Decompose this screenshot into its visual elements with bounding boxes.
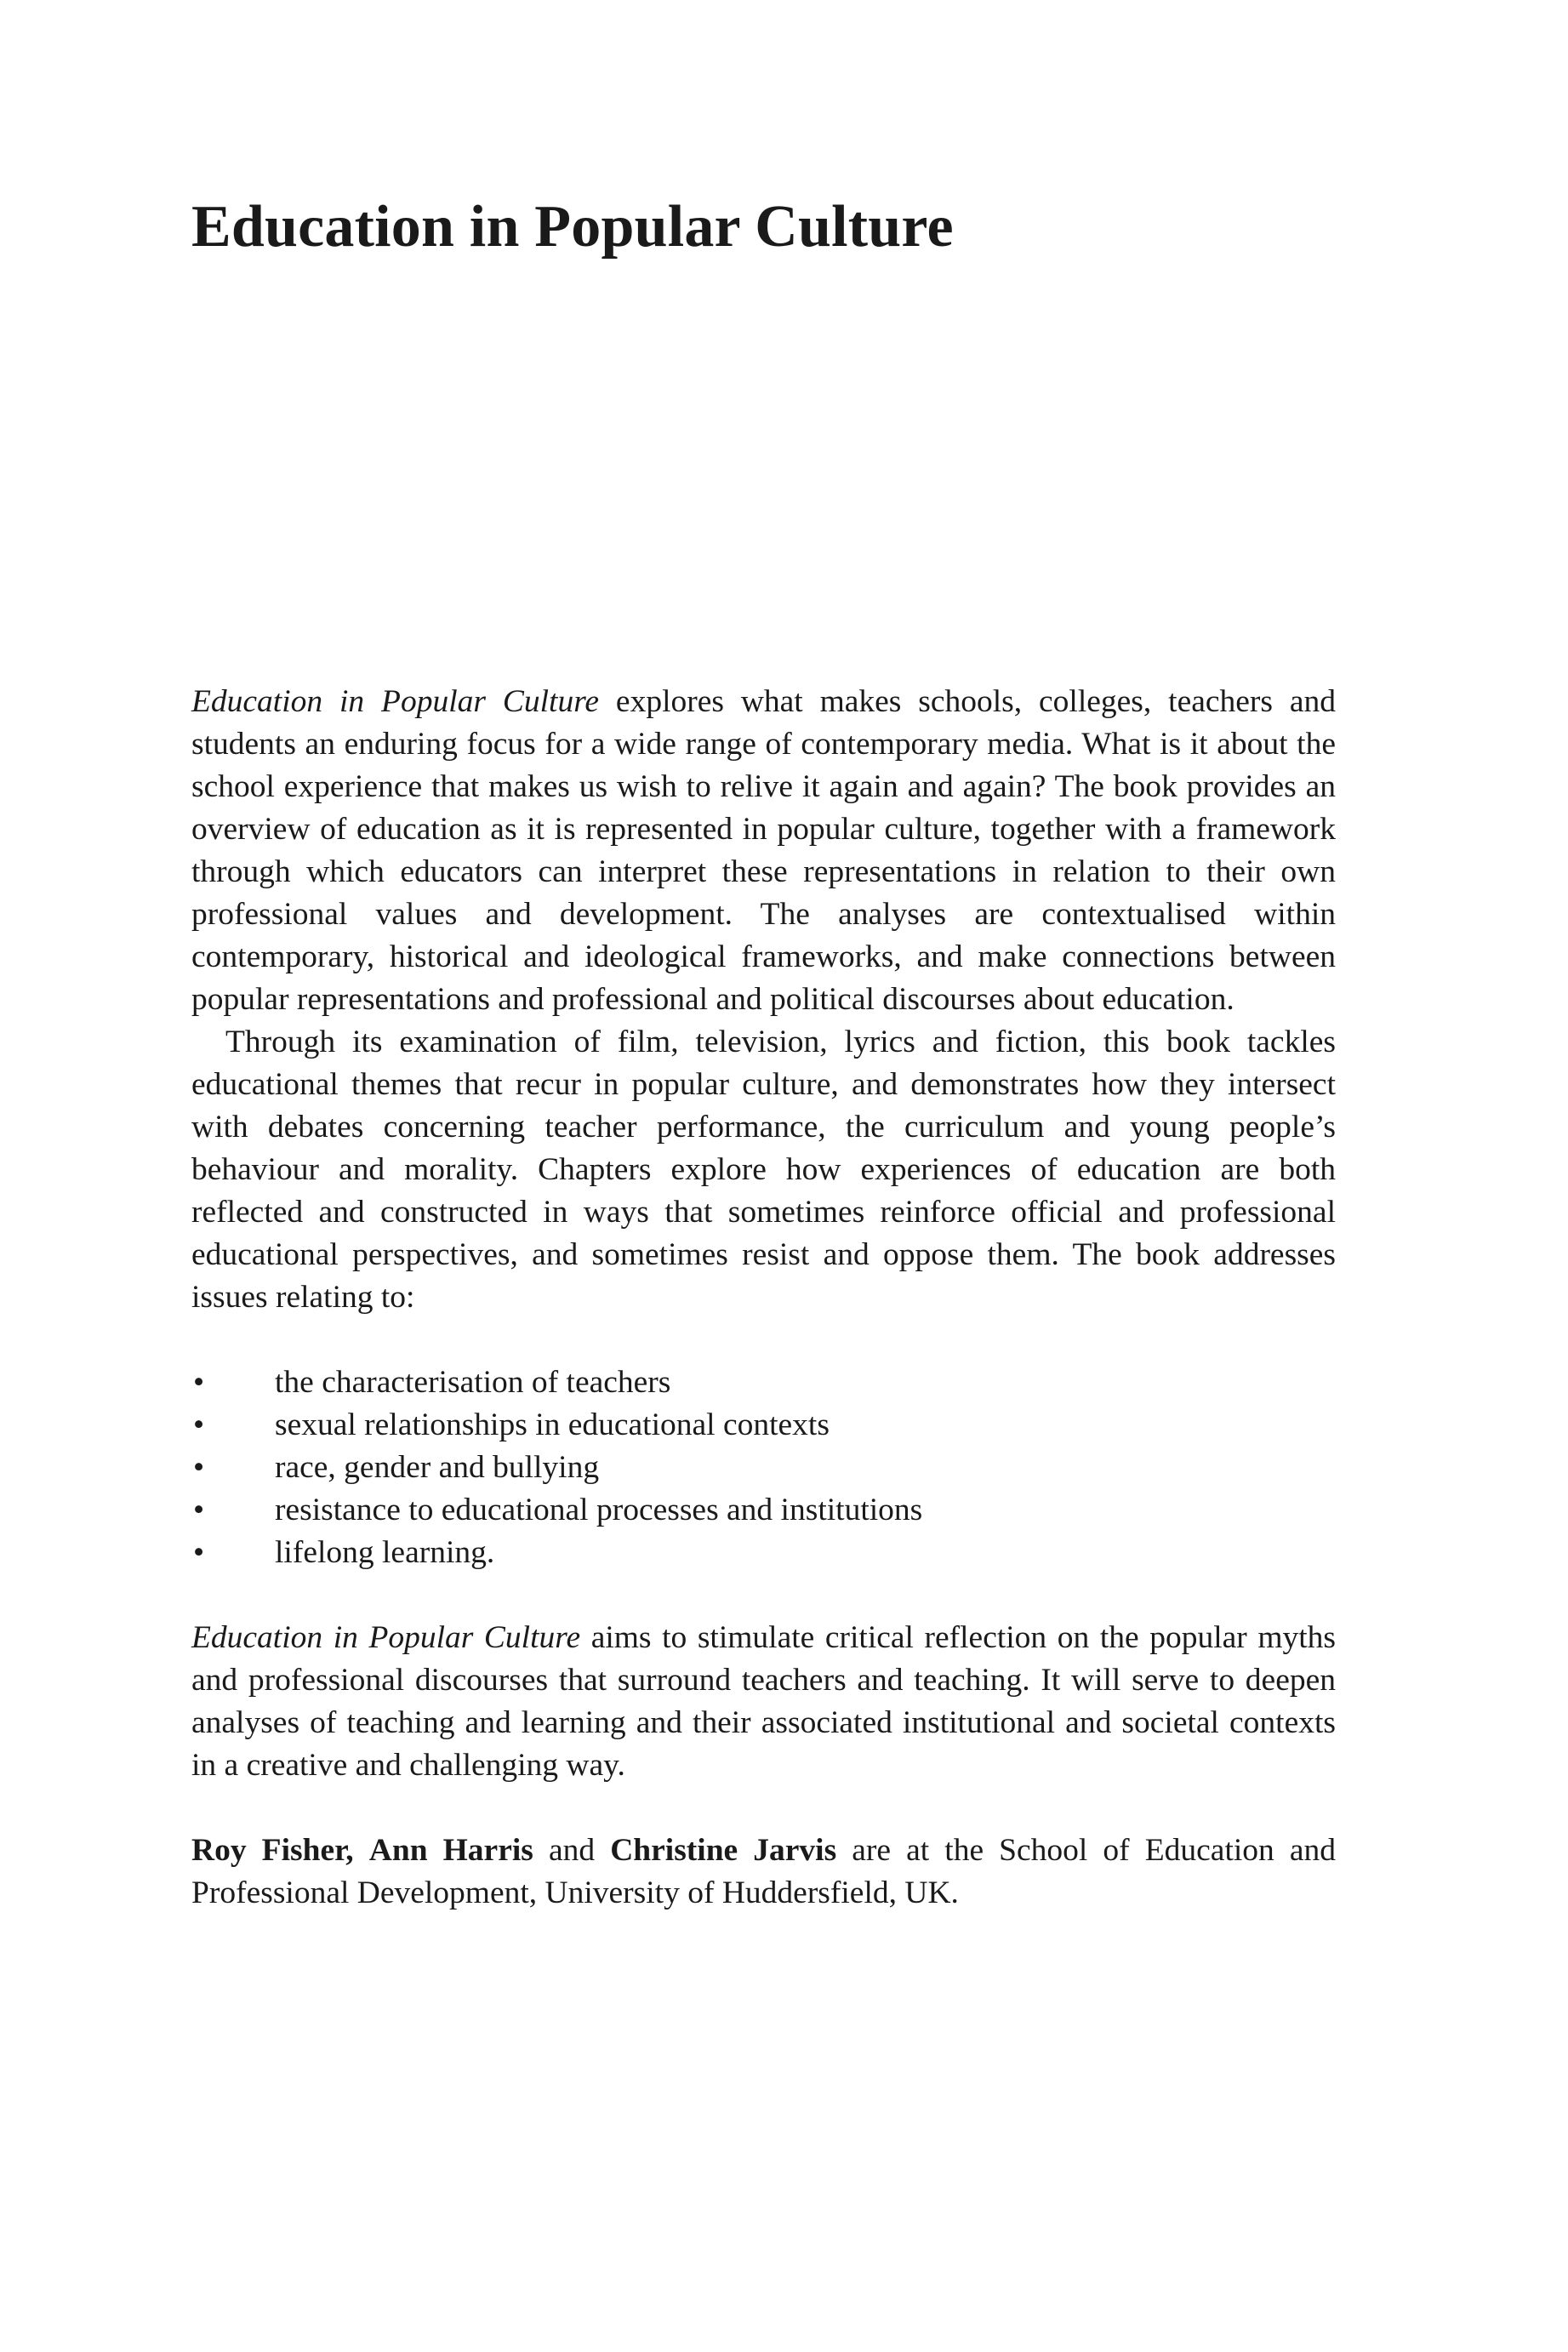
- closing-book-title: Education in Popular Culture: [191, 1620, 581, 1655]
- author-name-3: Christine Jarvis: [610, 1833, 837, 1868]
- author-name-1: Roy Fisher,: [191, 1833, 354, 1868]
- intro-book-title: Education in Popular Culture: [191, 684, 600, 719]
- list-item-text: sexual relationships in educational contexts: [275, 1407, 830, 1442]
- author-joiner: and: [533, 1833, 611, 1868]
- author-bio: [191, 1830, 1336, 1915]
- blurb-body: [191, 681, 1336, 1915]
- closing-paragraph: [191, 1617, 1336, 1787]
- issues-list: [191, 1362, 1336, 1574]
- bullet-icon: •: [193, 1450, 205, 1485]
- second-paragraph: Through its examination of film, television, lyrics and fiction, this book tackles educational themes that recur in popular culture, and demonstrates how they intersect with debates concerning teacher performance, the curriculum and young people’s behaviour and morality. Chapters explore how experiences of education are both reflected and constructed in ways that sometimes reinforce official and professional educational perspectives, and sometimes resist and oppose them. The book addresses issues relating to:: [191, 1025, 1336, 1315]
- paragraph-spacer: [191, 1787, 1336, 1830]
- list-item: [191, 1489, 1336, 1532]
- bullet-icon: •: [193, 1493, 205, 1527]
- intro-paragraph: [191, 681, 1336, 1021]
- list-item: [191, 1362, 1336, 1404]
- list-item: [191, 1447, 1336, 1489]
- list-item: [191, 1404, 1336, 1447]
- list-item-text: race, gender and bullying: [275, 1450, 600, 1485]
- bullet-icon: •: [193, 1365, 205, 1400]
- intro-text: explores what makes schools, colleges, teachers and students an enduring focus for a wide range of contemporary media. What is it about the school experience that makes us wish to relive it again and again? The book provides an overview of education as it is represented in popular culture, together with a framework through which educators can interpret these representations in relation to their own professional values and development. The analyses are contextualised within contemporary, historical and ideological frameworks, and make connections between popular representations and professional and political discourses about education.: [191, 684, 1336, 1017]
- author-affiliation: are at the School of Education and Professional Development, University of Huddersfield, UK.: [191, 1833, 1337, 1910]
- author-name-2: Ann Harris: [368, 1833, 533, 1868]
- page-title: Education in Popular Culture: [191, 194, 954, 260]
- bullet-icon: •: [193, 1535, 205, 1570]
- bullet-icon: •: [193, 1407, 205, 1442]
- list-item: [191, 1532, 1336, 1574]
- closing-text: aims to stimulate critical reflection on the popular myths and professional discourses that surround teachers and teaching. It will serve to deepen analyses of teaching and learning and their associated institutional and societal contexts in a creative and challenging way.: [191, 1620, 1336, 1783]
- list-item-text: resistance to educational processes and institutions: [275, 1493, 923, 1527]
- list-item-text: the characterisation of teachers: [275, 1365, 671, 1400]
- list-item-text: lifelong learning.: [275, 1535, 495, 1570]
